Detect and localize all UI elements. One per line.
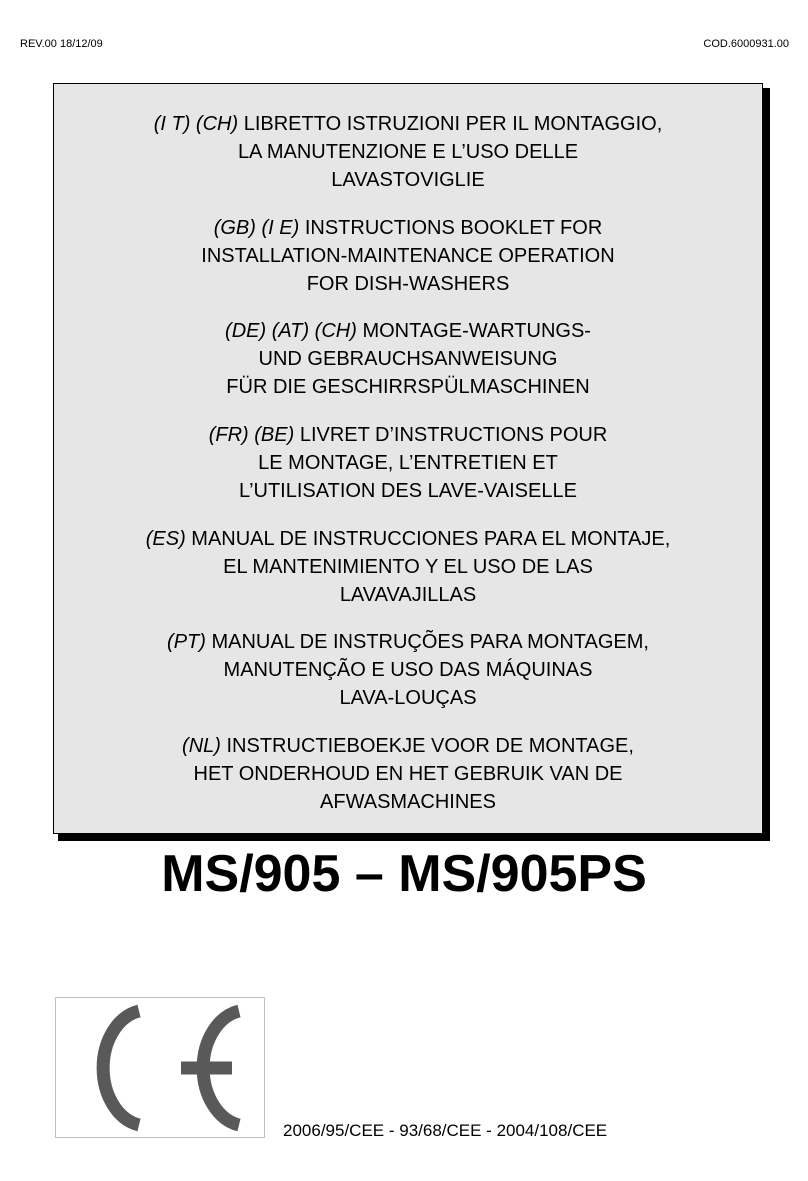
language-code: (ES) [145, 528, 186, 550]
section-gb [54, 214, 762, 298]
model-title: MS/905 – MS/905PS [161, 845, 647, 903]
section-line: (PT) MANUAL DE INSTRUÇÕES PARA MONTAGEM, [167, 631, 649, 653]
section-line: L’UTILISATION DES LAVE-VAISELLE [239, 480, 577, 502]
revision-label: REV.00 18/12/09 [20, 38, 103, 50]
document-code: COD.6000931.00 [703, 38, 789, 50]
ce-mark [55, 997, 265, 1138]
section-line: EL MANTENIMIENTO Y EL USO DE LAS [223, 556, 593, 578]
section-line: (ES) MANUAL DE INSTRUCCIONES PARA EL MONTAJE, [145, 528, 671, 550]
section-line: FOR DISH-WASHERS [306, 273, 510, 295]
title-box [53, 83, 763, 834]
section-line: INSTALLATION-MAINTENANCE OPERATION [201, 245, 615, 267]
directives-text: 2006/95/CEE - 93/68/CEE - 2004/108/CEE [283, 1121, 608, 1140]
section-line: FÜR DIE GESCHIRRSPÜLMASCHINEN [226, 376, 590, 398]
language-code: (DE) (AT) (CH) [225, 320, 357, 342]
section-line: LAVA-LOUÇAS [339, 687, 477, 709]
section-de [54, 317, 762, 401]
section-line: (GB) (I E) INSTRUCTIONS BOOKLET FOR [213, 217, 603, 239]
section-line: (I T) (CH) LIBRETTO ISTRUZIONI PER IL MONTAGGIO, [153, 113, 663, 135]
section-line: LA MANUTENZIONE E L’USO DELLE [237, 141, 579, 163]
language-code: (GB) (I E) [213, 217, 300, 239]
section-line: (DE) (AT) (CH) MONTAGE-WARTUNGS- [225, 320, 591, 342]
section-line: MANUTENÇÃO E USO DAS MÁQUINAS [223, 659, 593, 681]
ce-logo-icon [56, 998, 264, 1137]
language-code: (PT) [167, 631, 206, 653]
section-line: (FR) (BE) LIVRET D’INSTRUCTIONS POUR [208, 424, 608, 446]
language-code: (I T) (CH) [153, 113, 239, 135]
section-es [54, 525, 762, 609]
section-it [54, 110, 762, 194]
language-code: (FR) (BE) [208, 424, 295, 446]
section-line: AFWASMACHINES [320, 791, 496, 813]
language-code: (NL) [182, 735, 221, 757]
section-fr [54, 421, 762, 505]
section-nl [54, 732, 762, 816]
section-line: (NL) INSTRUCTIEBOEKJE VOOR DE MONTAGE, [182, 735, 634, 757]
section-line: LAVAVAJILLAS [339, 584, 477, 606]
section-line: LE MONTAGE, L’ENTRETIEN ET [258, 452, 558, 474]
section-line: LAVASTOVIGLIE [331, 169, 485, 191]
section-line: UND GEBRAUCHSANWEISUNG [258, 348, 558, 370]
section-line: HET ONDERHOUD EN HET GEBRUIK VAN DE [193, 763, 623, 785]
section-pt [54, 628, 762, 712]
